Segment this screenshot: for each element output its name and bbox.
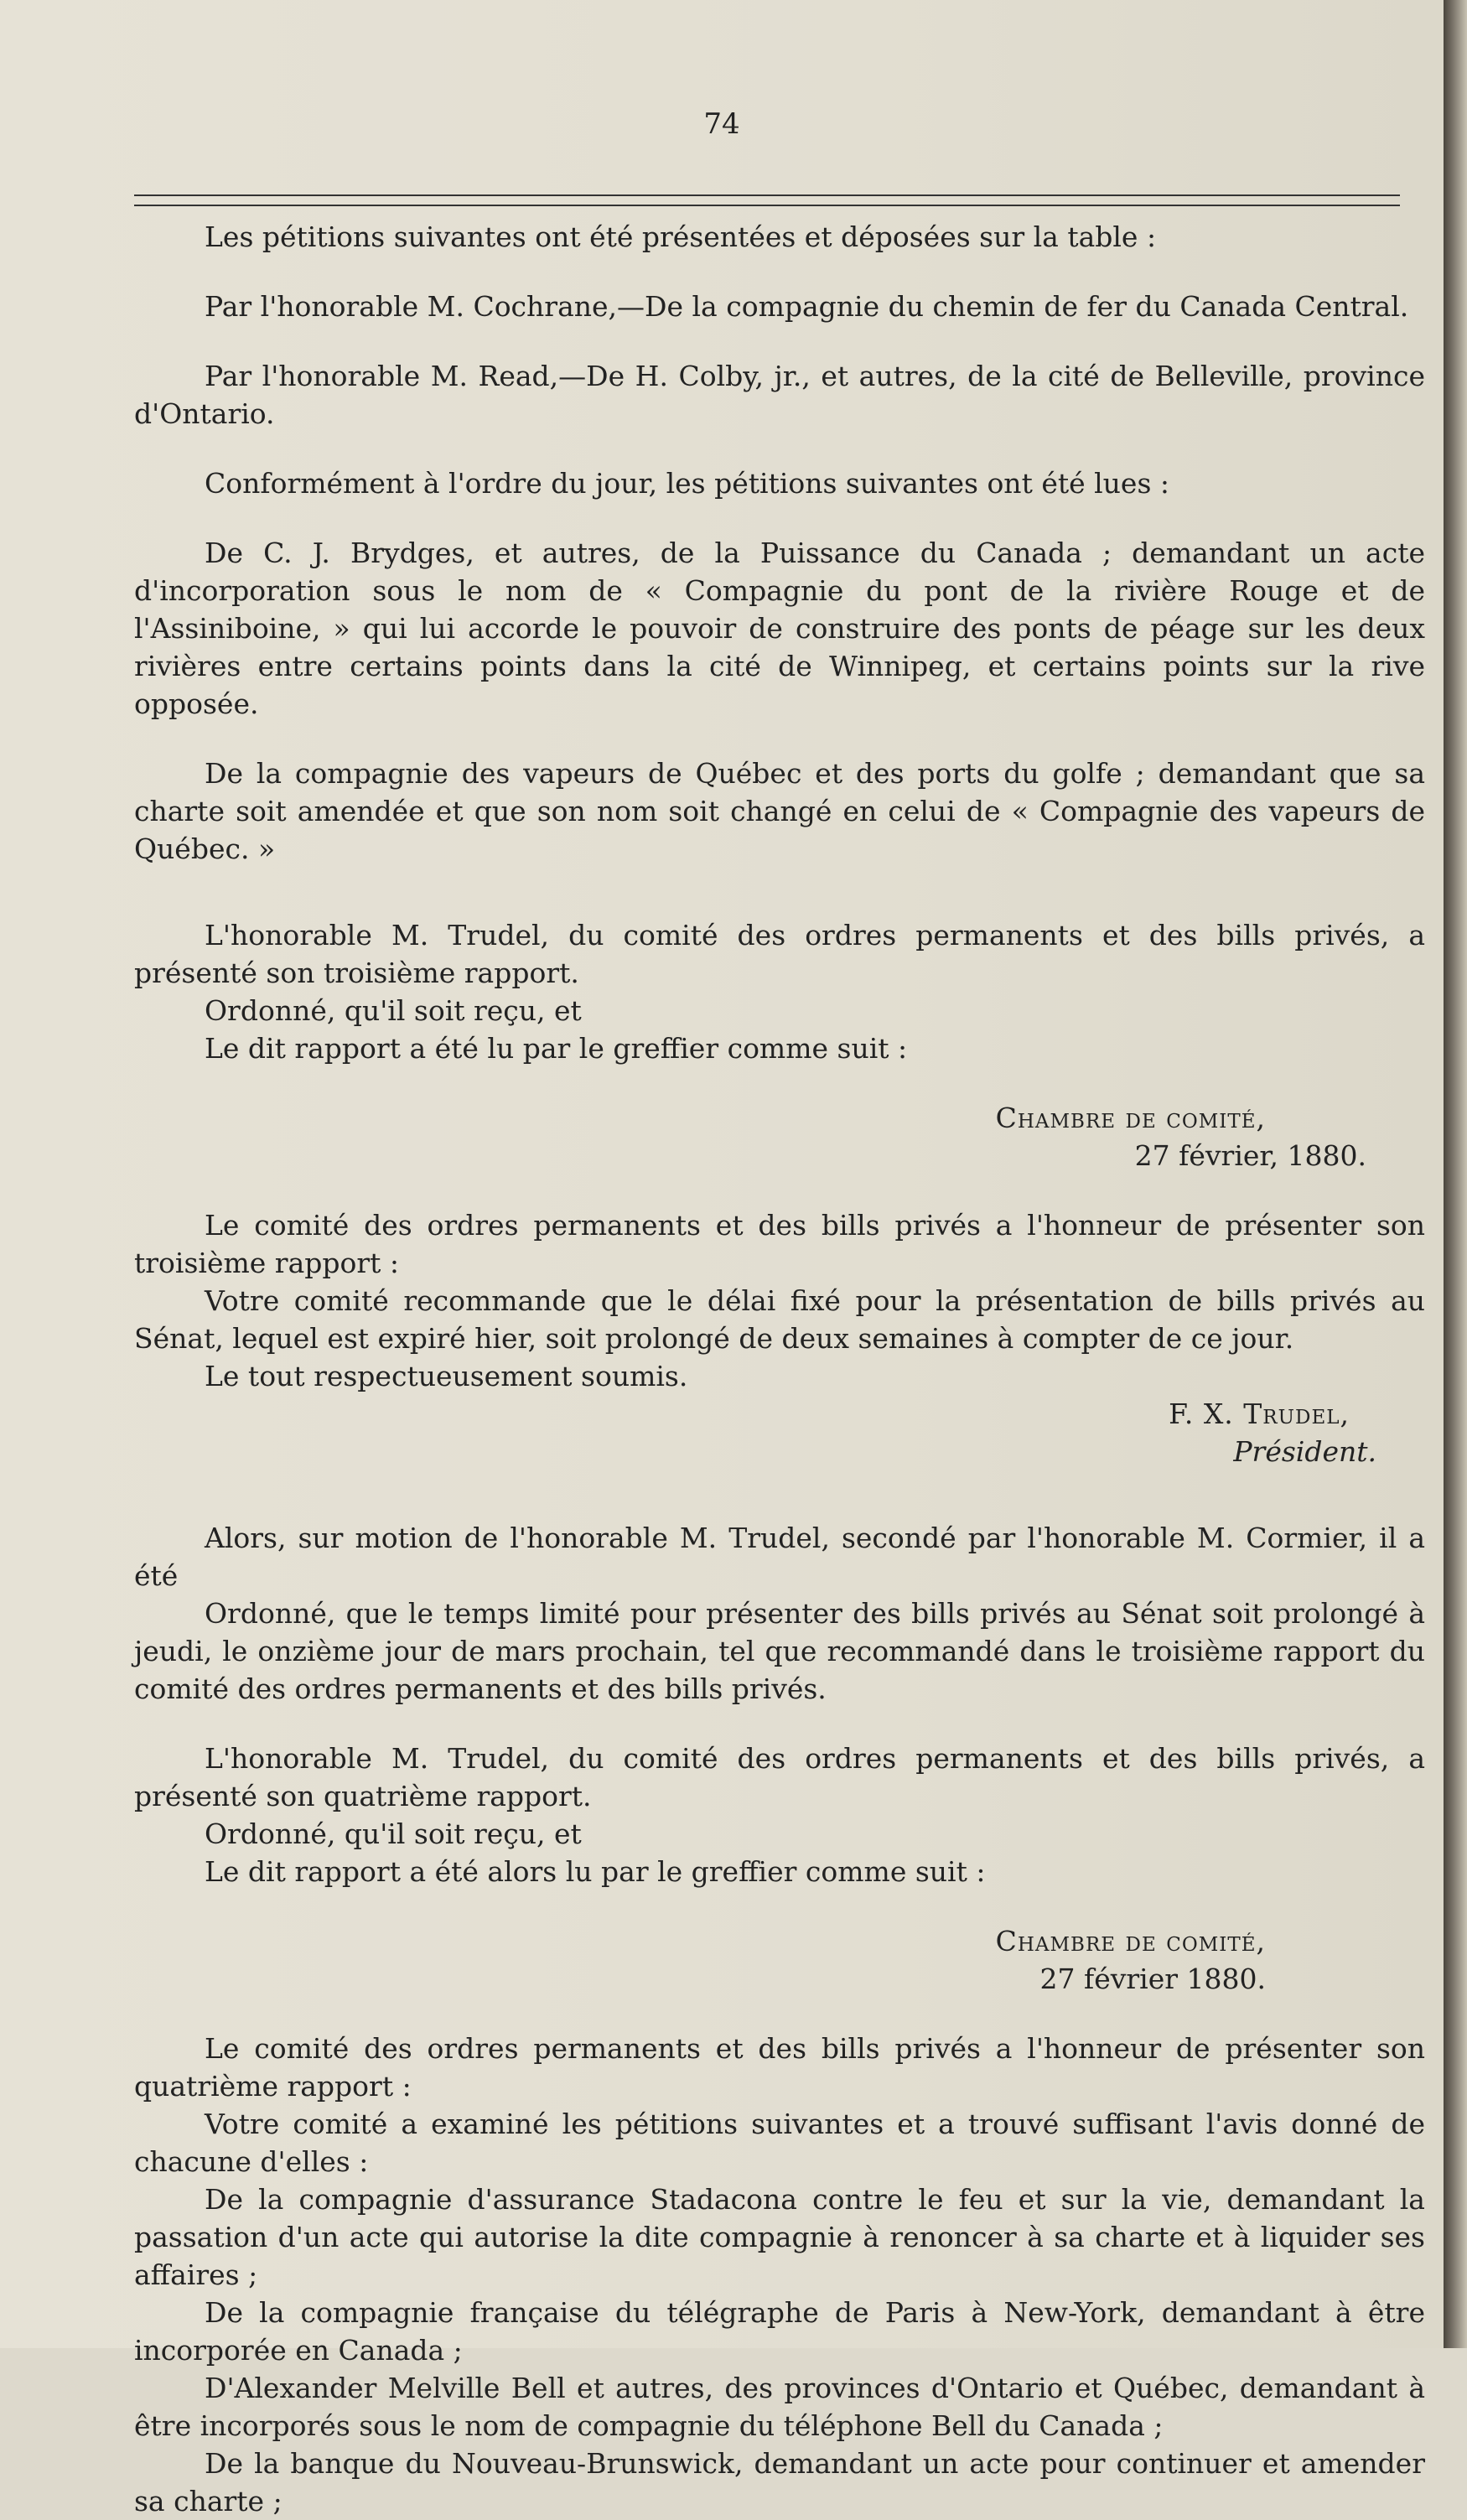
order-extend-deadline: Ordonné, que le temps limité pour présenter des bills privés au Sénat soit prolongé à jeudi, le onzième jour de mars prochain, tel que recommandé dans le troisième rapport du comité des ordres permanents et des bills privés. bbox=[134, 1597, 1425, 1705]
petition-read: Par l'honorable M. Read,—De H. Colby, jr., et autres, de la cité de Belleville, province d'Ontario. bbox=[134, 360, 1425, 430]
petitions-presented-intro: Les pétitions suivantes ont été présentées et déposées sur la table : bbox=[205, 220, 1157, 253]
header-rule-second bbox=[134, 205, 1400, 206]
respectfully-submitted: Le tout respectueusement soumis. bbox=[205, 1360, 688, 1392]
report-read-by-clerk: Le dit rapport a été lu par le greffier comme suit : bbox=[205, 1032, 908, 1065]
motion-trudel-cormier: Alors, sur motion de l'honorable M. Trudel, secondé par l'honorable M. Cormier, il a été bbox=[134, 1522, 1425, 1592]
signature-title: Président. bbox=[1233, 1435, 1376, 1468]
report-date: 27 février, 1880. bbox=[1134, 1139, 1366, 1172]
third-report-intro: Le comité des ordres permanents et des bills privés a l'honneur de présenter son troisième rapport : bbox=[134, 1209, 1425, 1279]
third-report-presented: L'honorable M. Trudel, du comité des ordres permanents et des bills privés, a présenté son troisième rapport. bbox=[134, 919, 1425, 989]
petitions-read-intro: Conformément à l'ordre du jour, les pétitions suivantes ont été lues : bbox=[205, 467, 1170, 500]
report-read-by-clerk-second: Le dit rapport a été alors lu par le greffier comme suit : bbox=[205, 1855, 986, 1888]
signature-name: F. X. Trudel, bbox=[1169, 1397, 1350, 1430]
ordered-received: Ordonné, qu'il soit reçu, et bbox=[205, 994, 582, 1027]
petition-stadacona: De la compagnie d'assurance Stadacona contre le feu et sur la vie, demandant la passation d'un acte qui autorise la dite compagnie à renoncer à sa charte et à liquider ses affaires ; bbox=[134, 2183, 1425, 2291]
petition-quebec-steamers: De la compagnie des vapeurs de Québec et des ports du golfe ; demandant que sa charte soit amendée et que son nom soit changé en celui de « Compagnie des vapeurs de Québec. » bbox=[134, 757, 1425, 865]
fourth-report-examined: Votre comité a examiné les pétitions suivantes et a trouvé suffisant l'avis donné de chacune d'elles : bbox=[134, 2108, 1425, 2178]
committee-room-heading-second: Chambre de comité, bbox=[995, 1925, 1266, 1957]
petition-bell-telephone: D'Alexander Melville Bell et autres, des provinces d'Ontario et Québec, demandant à être incorporés sous le nom de compagnie du téléphone Bell du Canada ; bbox=[134, 2372, 1425, 2442]
page-body bbox=[134, 218, 1425, 2520]
report-date-second: 27 février 1880. bbox=[1039, 1963, 1266, 1995]
header-rule bbox=[134, 194, 1400, 196]
third-report-recommendation: Votre comité recommande que le délai fixé pour la présentation de bills privés au Sénat, lequel est expiré hier, soit prolongé de deux semaines à compter de ce jour. bbox=[134, 1284, 1425, 1355]
petition-new-brunswick-bank: De la banque du Nouveau-Brunswick, demandant un acte pour continuer et amender sa charte ; bbox=[134, 2447, 1425, 2517]
petition-cochrane: Par l'honorable M. Cochrane,—De la compagnie du chemin de fer du Canada Central. bbox=[205, 290, 1409, 323]
petition-brydges: De C. J. Brydges, et autres, de la Puissance du Canada ; demandant un acte d'incorporation sous le nom de « Compagnie du pont de la rivière Rouge et de l'Assiniboine, » qui lui accorde le pouvoir de construire des ponts de péage sur les deux rivières entre certains points dans la cité de Winnipeg, et certains points sur la rive opposée. bbox=[134, 537, 1425, 720]
petition-paris-telegraph: De la compagnie française du télégraphe de Paris à New-York, demandant à être incorporée en Canada ; bbox=[134, 2296, 1425, 2367]
fourth-report-intro: Le comité des ordres permanents et des bills privés a l'honneur de présenter son quatrième rapport : bbox=[134, 2032, 1425, 2103]
page-number: 74 bbox=[703, 107, 740, 141]
book-binding-edge bbox=[1444, 0, 1467, 2348]
ordered-received-second: Ordonné, qu'il soit reçu, et bbox=[205, 1817, 582, 1850]
committee-room-heading: Chambre de comité, bbox=[995, 1102, 1266, 1134]
fourth-report-presented: L'honorable M. Trudel, du comité des ordres permanents et des bills privés, a présenté son quatrième rapport. bbox=[134, 1742, 1425, 1812]
